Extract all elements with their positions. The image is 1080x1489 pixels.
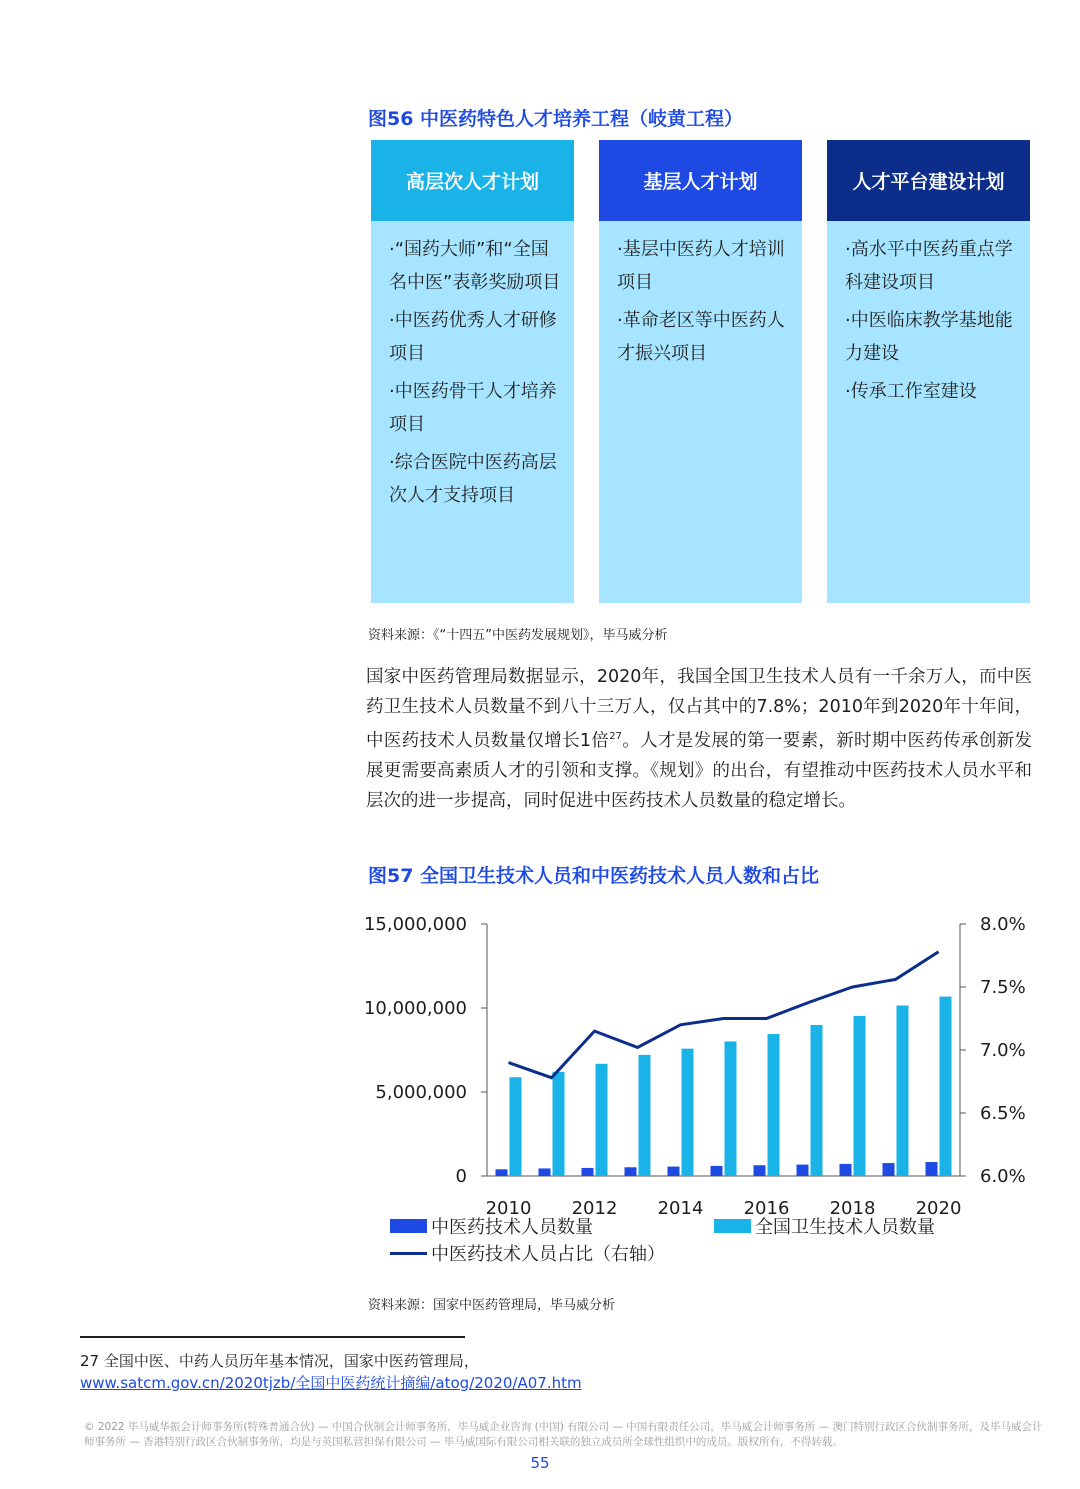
legend-swatch-light [714,1219,751,1233]
bar-tcm-staff [496,1169,508,1176]
bar-national-staff [510,1077,522,1176]
bar-tcm-staff [625,1167,637,1176]
left-tick-label: 5,000,000 [375,1082,467,1103]
column-body [827,221,1030,408]
footnote-divider [80,1336,465,1338]
footnote-link[interactable]: www.satcm.gov.cn/2020tjzb/全国中医药统计摘编/atog/2020/A07.htm [80,1374,582,1392]
figure-56-title: 图56 中医药特色人才培养工程（岐黄工程） [368,108,744,130]
footnote-text: 27 全国中医、中药人员历年基本情况，国家中医药管理局， [80,1352,479,1370]
column-item: ·中医临床教学基地能力建设 [845,310,1013,364]
legend-swatch-dark [390,1219,427,1233]
paragraph-text-before: 国家中医药管理局数据显示，2020年，我国全国卫生技术人员有一千余万人，而中医药卫生技术人员数量不到八十三万人，仅占其中的7.8%；2010年到2020年十年间，中医药技术人员数量仅增长1倍 [366,667,1032,752]
footnote-ref[interactable]: 27 [609,731,622,743]
bar-tcm-staff [582,1168,594,1176]
right-tick-label: 7.5% [980,977,1026,998]
bar-tcm-staff [926,1162,938,1176]
bar-tcm-staff [840,1164,852,1176]
line-tcm-ratio [509,952,939,1078]
bar-tcm-staff [754,1165,766,1176]
x-tick-label: 2020 [915,1198,962,1219]
bar-tcm-staff [797,1165,809,1176]
bar-national-staff [897,1005,909,1176]
footnote [80,1350,582,1394]
column-grassroots-talent [599,140,802,603]
column-body [371,221,574,512]
legend-swatch-line [390,1252,427,1255]
column-platform-building [827,140,1030,603]
page-number: 55 [530,1454,550,1472]
bar-national-staff [768,1034,780,1176]
left-tick-label: 10,000,000 [363,998,467,1019]
bar-national-staff [553,1072,565,1176]
legend-label: 中医药技术人员占比（右轴） [431,1244,665,1265]
figure-57-title: 图57 全国卫生技术人员和中医药技术人员人数和占比 [368,865,820,887]
x-tick-label: 2018 [829,1198,876,1219]
column-item: ·基层中医药人才培训项目 [617,239,785,293]
bar-tcm-staff [711,1166,723,1176]
x-tick-label: 2016 [743,1198,790,1219]
column-item: ·综合医院中医药高层次人才支持项目 [389,452,557,506]
bar-national-staff [811,1025,823,1176]
bar-national-staff [725,1041,737,1176]
staff-chart [360,900,1050,1220]
x-tick-label: 2014 [657,1198,704,1219]
bar-tcm-staff [668,1167,680,1176]
left-tick-label: 15,000,000 [363,914,467,935]
x-tick-label: 2010 [485,1198,532,1219]
right-tick-label: 6.5% [980,1103,1026,1124]
legend-tcm-ratio [390,1240,665,1266]
legend-national-staff [714,1213,935,1239]
column-header: 高层次人才计划 [371,140,574,221]
column-header: 人才平台建设计划 [827,140,1030,221]
bar-national-staff [854,1016,866,1176]
x-tick-label: 2012 [571,1198,618,1219]
column-header: 基层人才计划 [599,140,802,221]
column-item: ·高水平中医药重点学科建设项目 [845,239,1013,293]
column-item: ·中医药骨干人才培养项目 [389,381,557,435]
right-tick-label: 8.0% [980,914,1026,935]
right-tick-label: 6.0% [980,1166,1026,1187]
legend-label: 全国卫生技术人员数量 [755,1217,935,1238]
bar-national-staff [682,1049,694,1176]
column-item: ·革命老区等中医药人才振兴项目 [617,310,785,364]
figure-57-source: 资料来源：国家中医药管理局，毕马威分析 [368,1298,616,1313]
paragraph-text-after: 。人才是发展的第一要素，新时期中医药传承创新发展更需要高素质人才的引领和支撑。《规划》的出台，有望推动中医药技术人员水平和层次的进一步提高，同时促进中医药技术人员数量的稳定增长。 [366,731,1033,811]
bar-national-staff [639,1055,651,1176]
column-body [599,221,802,370]
figure-56-source: 资料来源：《“十四五”中医药发展规划》，毕马威分析 [368,628,668,643]
bar-national-staff [596,1064,608,1176]
bar-tcm-staff [539,1168,551,1176]
column-item: ·“国药大师”和“全国名中医”表彰奖励项目 [389,239,561,293]
column-high-level-talent [371,140,574,603]
legend-label: 中医药技术人员数量 [431,1217,593,1238]
right-tick-label: 7.0% [980,1040,1026,1061]
left-tick-label: 0 [455,1166,467,1187]
column-item: ·中医药优秀人才研修项目 [389,310,557,364]
bar-tcm-staff [883,1163,895,1176]
bar-national-staff [940,997,952,1176]
copyright-notice: © 2022 毕马威华振会计师事务所(特殊普通合伙) — 中国合伙制会计师事务所，毕马威企业咨询 (中国) 有限公司 — 中国有限责任公司，毕马威会计师事务所 — 澳门特别行政区合伙制事务所，及毕马威会计师事务所 — 香港特别行政区合伙制事务所，均是与英国私营担保有限公司 — 毕马威国际有限公司相关联的独立成员所全球性组织中的成员。版权所有，不得转载。 [84,1421,1043,1448]
legend-tcm-staff [390,1213,593,1239]
column-item: ·传承工作室建设 [845,381,977,402]
body-paragraph [366,663,1032,816]
